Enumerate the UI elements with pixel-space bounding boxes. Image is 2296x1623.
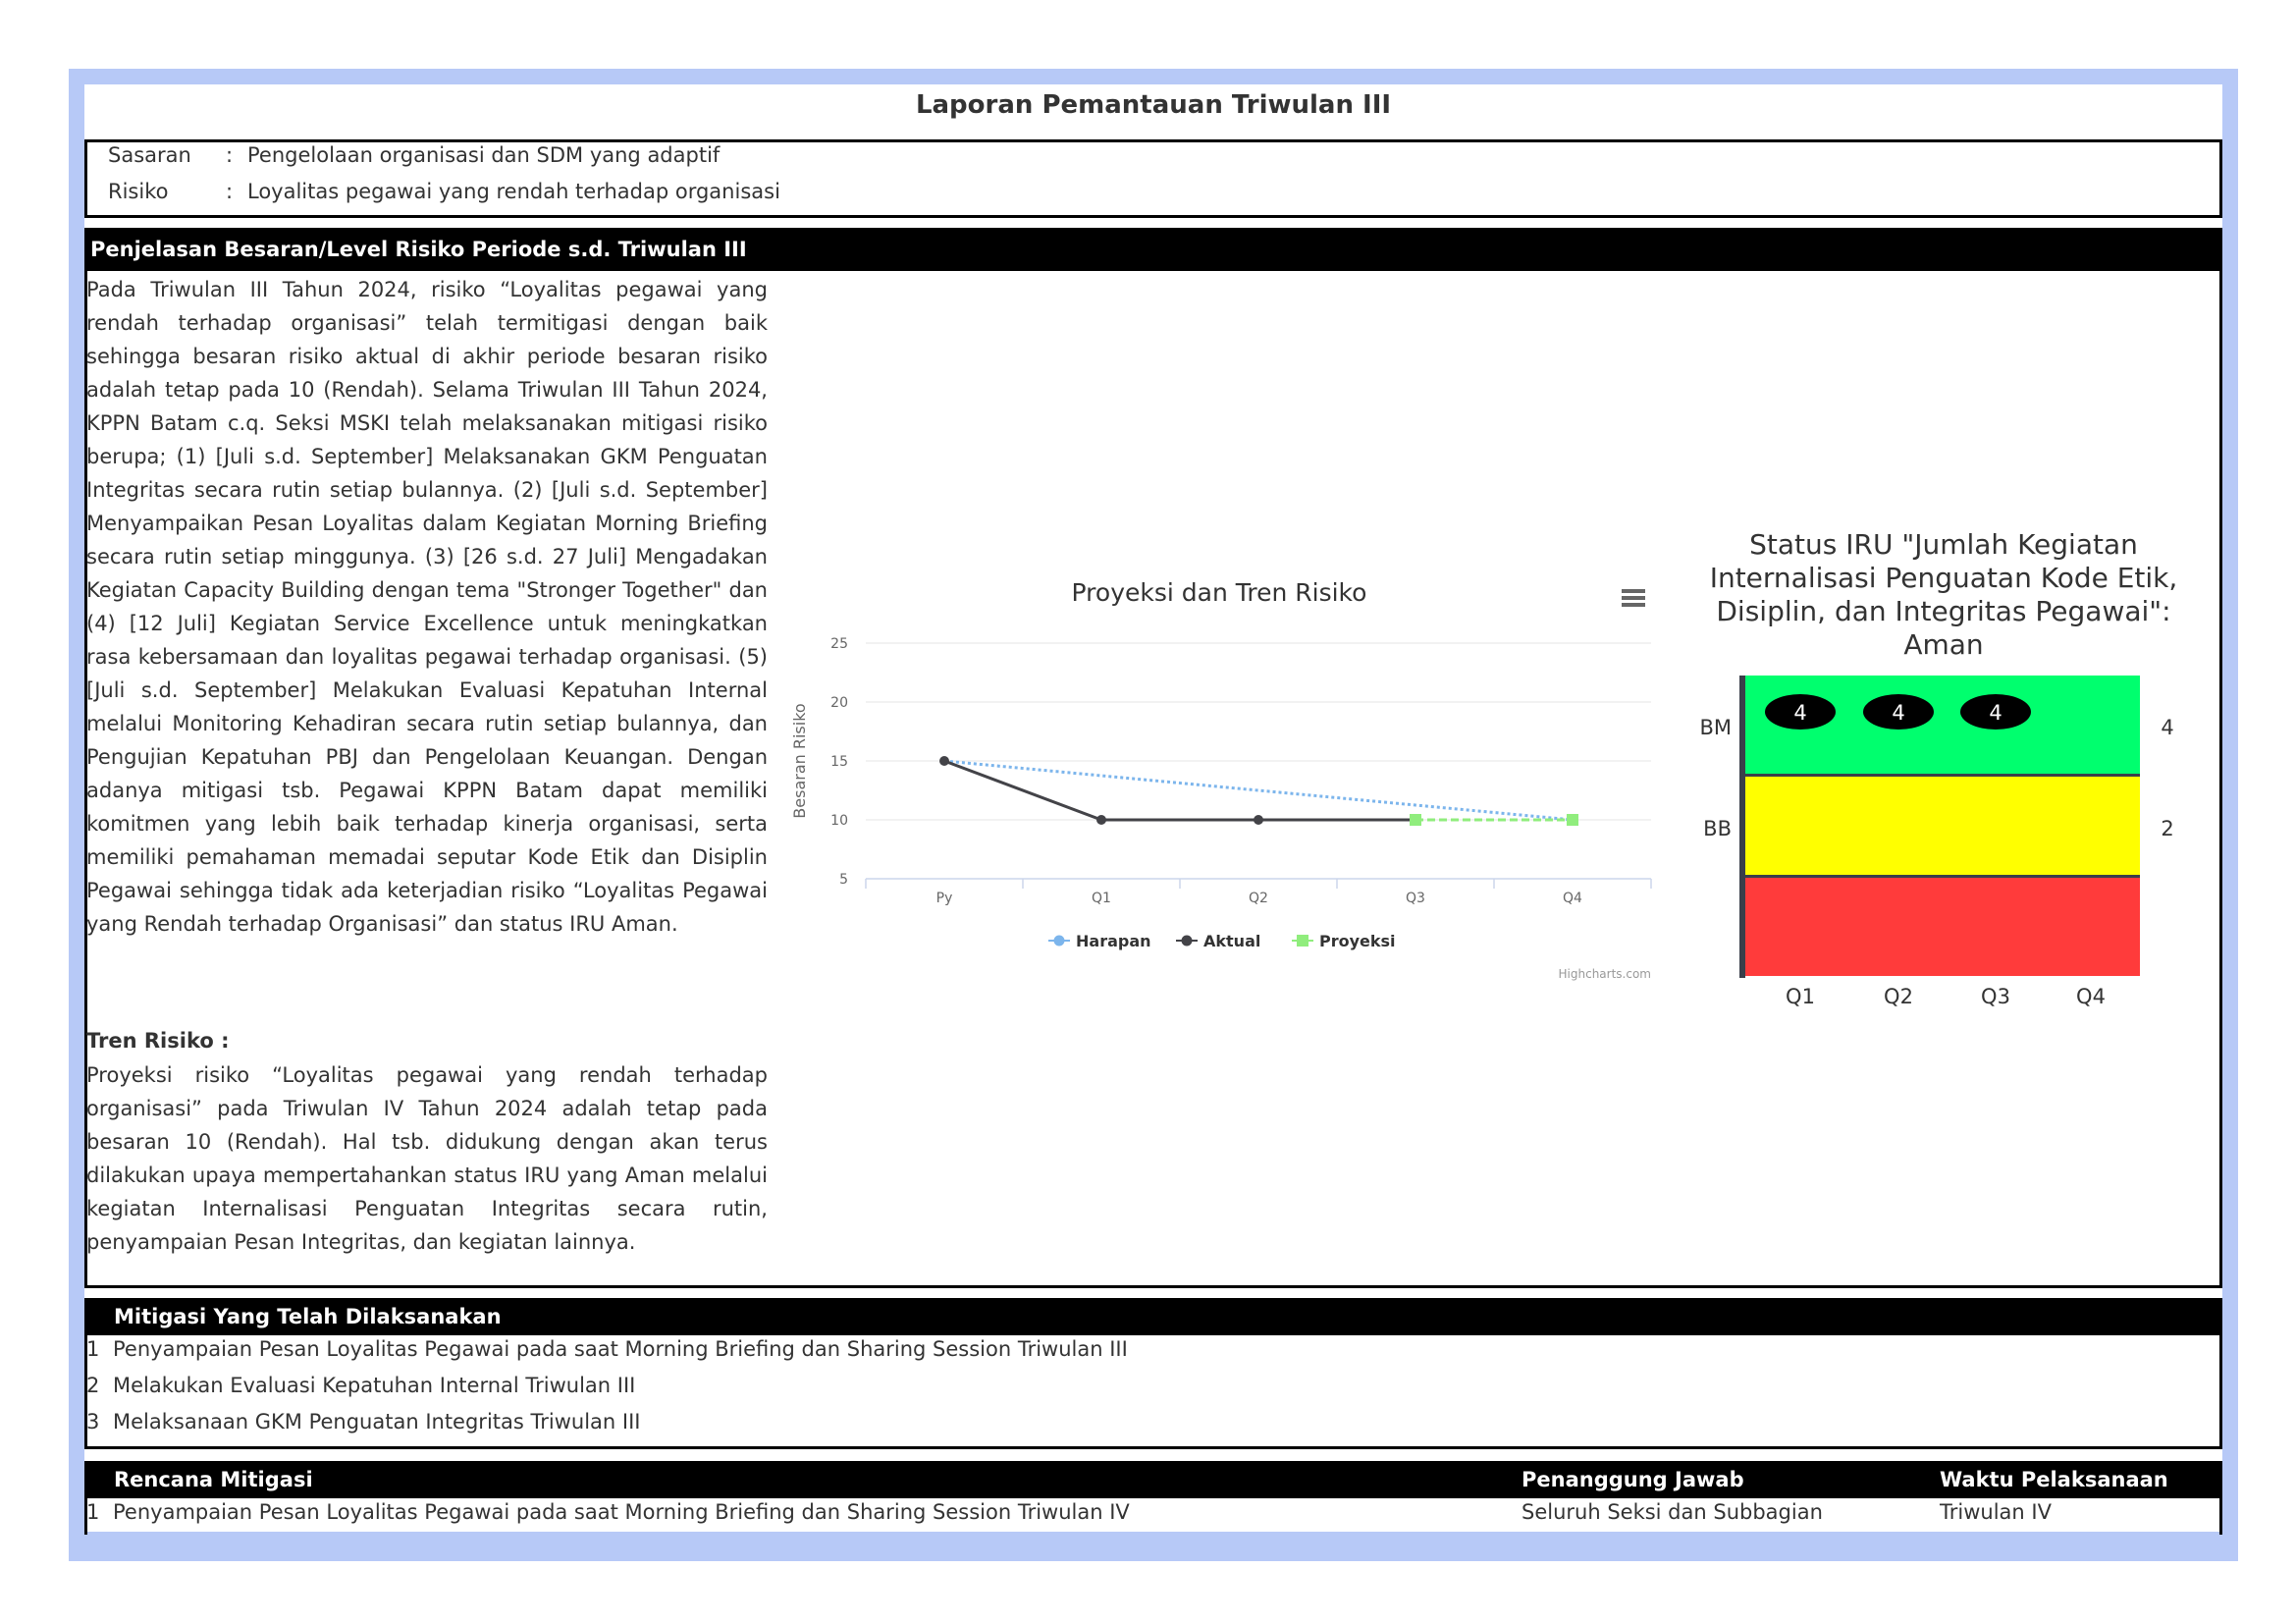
x-tick-label: Q2 <box>1249 891 1268 906</box>
risk-trend-chart <box>785 560 1669 992</box>
series-line-harapan <box>944 761 1573 820</box>
band-label: BM <box>1699 716 1732 739</box>
col-penanggung-jawab: Penanggung Jawab <box>1522 1468 1744 1491</box>
rencana-pj: Seluruh Seksi dan Subbagian <box>1522 1500 1823 1524</box>
risiko-colon: : <box>226 180 234 203</box>
axis-bar <box>1739 676 1745 978</box>
marker-label: 4 <box>1989 701 2002 725</box>
mitigasi-text: Melakukan Evaluasi Kepatuhan Internal Triwulan III <box>113 1374 636 1397</box>
x-tick-label: Py <box>935 891 953 906</box>
iru-title: Status IRU "Jumlah Kegiatan Internalisasi Penguatan Kode Etik, Disiplin, dan Integritas Pegawai": <box>1709 528 2178 627</box>
penjelasan-header: Penjelasan Besaran/Level Risiko Periode s.d. Triwulan III <box>90 238 747 261</box>
y-tick-label: 15 <box>830 754 848 770</box>
list-item <box>86 1337 1128 1361</box>
legend-label: Proyeksi <box>1319 932 1396 950</box>
band-threshold-value: 2 <box>2161 817 2174 840</box>
rencana-text: Penyampaian Pesan Loyalitas Pegawai pada saat Morning Briefing dan Sharing Session Triwulan IV <box>113 1500 1130 1524</box>
marker-label: 4 <box>1892 701 1905 725</box>
data-point[interactable] <box>1096 815 1106 825</box>
mitigasi-text: Melaksanaan GKM Penguatan Integritas Triwulan III <box>113 1410 641 1434</box>
iru-status-chart <box>1669 668 2218 1011</box>
iru-value-marker[interactable] <box>1863 694 1934 730</box>
mitigasi-num: 1 <box>86 1337 100 1361</box>
report-title: Laporan Pemantauan Triwulan III <box>915 90 1392 120</box>
risiko-row <box>108 180 780 203</box>
list-item <box>86 1410 640 1434</box>
x-tick-label: Q1 <box>1786 985 1815 1008</box>
x-tick-label: Q4 <box>2076 985 2106 1008</box>
tren-risiko-heading: Tren Risiko : <box>86 1029 230 1053</box>
list-item <box>86 1374 635 1397</box>
chart-menu-icon[interactable] <box>1622 589 1645 607</box>
tren-risiko-paragraph: Proyeksi risiko “Loyalitas pegawai yang rendah terhadap organisasi” pada Triwulan IV Tahun 2024 adalah tetap pada besaran 10 (Rendah). Hal tsb. didukung dengan akan terus dilakukan upaya mempertahankan status IRU yang Aman melalui kegiatan Internalisasi Penguatan Integritas secara rutin, penyampaian Pesan Integritas, dan kegiatan lainnya. <box>86 1063 768 1254</box>
rencana-header: Rencana Mitigasi <box>114 1468 313 1491</box>
x-tick-label: Q3 <box>1406 891 1425 906</box>
penjelasan-header-bar <box>84 228 2222 271</box>
marker-label: 4 <box>1793 701 1807 725</box>
chart-title: Proyeksi dan Tren Risiko <box>1071 578 1367 607</box>
x-tick-label: Q1 <box>1092 891 1111 906</box>
x-tick-label: Q3 <box>1981 985 2010 1008</box>
mitigasi-header-bar <box>84 1298 2222 1335</box>
data-point[interactable] <box>1410 814 1421 826</box>
iru-value-marker[interactable] <box>1765 694 1836 730</box>
data-point[interactable] <box>1254 815 1263 825</box>
mitigasi-num: 2 <box>86 1374 100 1397</box>
legend-label: Harapan <box>1076 932 1151 950</box>
iru-title-block <box>1669 528 2218 662</box>
mitigasi-header: Mitigasi Yang Telah Dilaksanakan <box>114 1305 502 1328</box>
sasaran-colon: : <box>226 143 234 167</box>
legend-item-harapan[interactable] <box>1048 932 1151 950</box>
penjelasan-paragraph: Pada Triwulan III Tahun 2024, risiko “Loyalitas pegawai yang rendah terhadap organisasi” telah termitigasi dengan baik sehingga besaran risiko aktual di akhir periode besaran risiko adalah tetap pada 10 (Rendah). Selama Triwulan III Tahun 2024, KPPN Batam c.q. Seksi MSKI telah melaksanakan mitigasi risiko berupa; (1) [Juli s.d. September] Melaksanakan GKM Penguatan Integritas secara rutin setiap bulannya. (2) [Juli s.d. September] Menyampaikan Pesan Loyalitas dalam Kegiatan Morning Briefing secara rutin setiap minggunya. (3) [26 s.d. 27 Juli] Mengadakan Kegiatan Capacity Building dengan tema "Stronger Together" dan (4) [12 Juli] Kegiatan Service Excellence untuk meningkatkan rasa kebersamaan dan loyalitas pegawai terhadap organisasi. (5) [Juli s.d. September] Melakukan Evaluasi Kepatuhan Internal melalui Monitoring Kehadiran secara rutin setiap bulannya, dan Pengujian Kepatuhan PBJ dan Pengelolaan Keuangan. Dengan adanya mitigasi tsb. Pegawai KPPN Batam dapat memiliki komitmen yang lebih baik terhadap kinerja organisasi, serta memiliki pemahaman memadai seputar Kode Etik dan Disiplin Pegawai sehingga tidak ada keterjadian risiko “Loyalitas Pegawai yang Rendah terhadap Organisasi” dan status IRU Aman. <box>86 278 768 936</box>
legend-label: Aktual <box>1203 932 1261 950</box>
rencana-header-bar <box>84 1461 2222 1498</box>
legend-item-proyeksi[interactable] <box>1292 932 1396 950</box>
risiko-label: Risiko <box>108 180 169 203</box>
data-point[interactable] <box>1567 814 1578 826</box>
band-threshold-value: 4 <box>2161 716 2174 739</box>
sasaran-row <box>108 143 720 167</box>
y-tick-label: 5 <box>839 872 848 888</box>
legend-item-aktual[interactable] <box>1176 932 1260 950</box>
x-tick-label: Q2 <box>1884 985 1913 1008</box>
risiko-value: Loyalitas pegawai yang rendah terhadap organisasi <box>247 180 780 203</box>
mitigasi-num: 3 <box>86 1410 100 1434</box>
y-tick-label: 10 <box>830 813 848 829</box>
y-tick-label: 25 <box>830 636 848 652</box>
rencana-num: 1 <box>86 1500 100 1524</box>
table-row <box>86 1500 2216 1524</box>
status-band <box>1745 777 2140 875</box>
series-line-aktual <box>944 761 1415 820</box>
band-label: BB <box>1703 817 1732 840</box>
mitigasi-text: Penyampaian Pesan Loyalitas Pegawai pada saat Morning Briefing dan Sharing Session Triwulan III <box>113 1337 1128 1361</box>
data-point[interactable] <box>939 756 949 766</box>
sasaran-value: Pengelolaan organisasi dan SDM yang adaptif <box>247 143 721 167</box>
col-waktu-pelaksanaan: Waktu Pelaksanaan <box>1940 1468 2168 1491</box>
iru-value-marker[interactable] <box>1960 694 2031 730</box>
y-axis-label: Besaran Risiko <box>790 703 809 819</box>
status-band <box>1745 878 2140 976</box>
rencana-waktu: Triwulan IV <box>1940 1500 2052 1524</box>
sasaran-label: Sasaran <box>108 143 191 167</box>
chart-credit: Highcharts.com <box>1558 967 1651 981</box>
x-tick-label: Q4 <box>1563 891 1582 906</box>
y-tick-label: 20 <box>830 695 848 711</box>
iru-status: Aman <box>1903 628 1984 661</box>
